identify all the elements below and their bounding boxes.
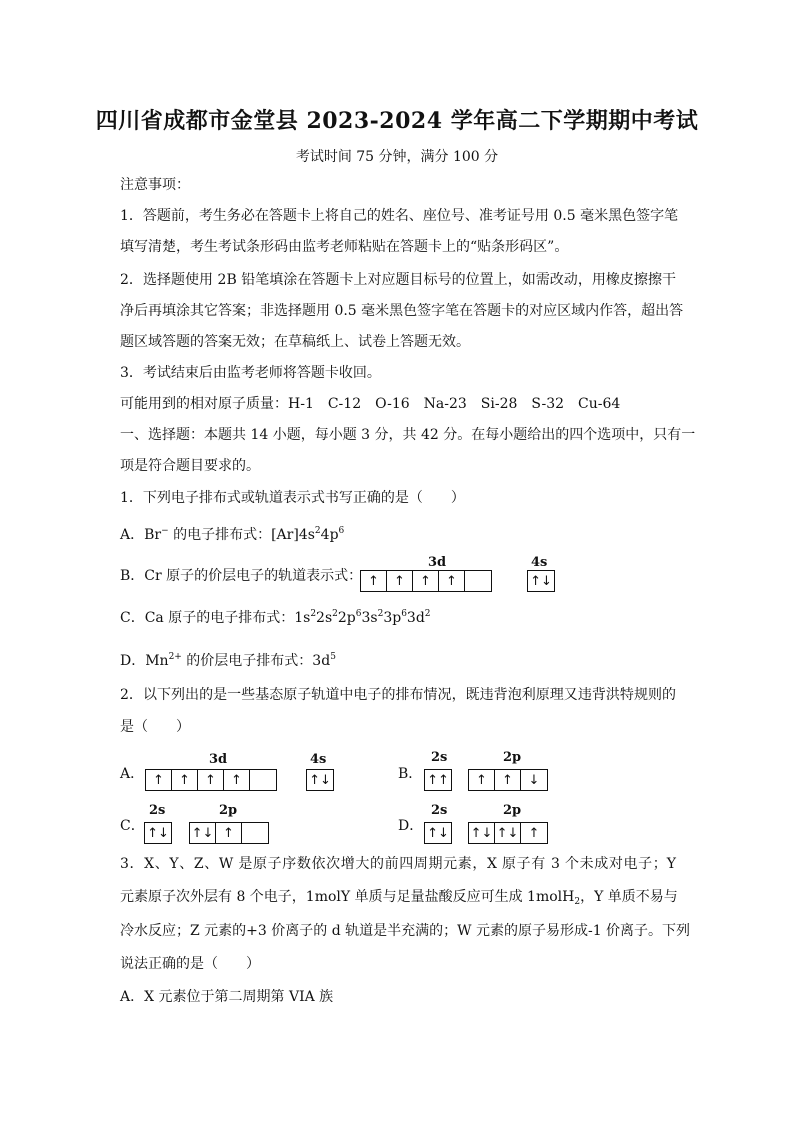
notice-item1-line2: 填写清楚，考生考试条形码由监考老师粘贴在答题卡上的“贴条形码区”。 <box>120 239 569 255</box>
orbital-box <box>465 571 491 591</box>
orbital-box: ↑ <box>387 571 413 591</box>
orbital-box: ↑ <box>413 571 439 591</box>
q2-c-orbital-2p <box>189 822 269 844</box>
q2-a-orbital-4s <box>306 769 334 791</box>
orbital-box <box>242 823 268 843</box>
q2-b-label-2p: 2p <box>503 750 522 765</box>
q2-stem-line2: 是（ ） <box>120 719 190 735</box>
orbital-box: ↑ <box>495 770 521 790</box>
orbital-box: ↑↓ <box>190 823 216 843</box>
q2-stem-line1: 2．以下列出的是一些基态原子轨道中电子的排布情况，既违背泡利原理又违背洪特规则的 <box>120 687 676 703</box>
q3-line3: 冷水反应；Z 元素的+3 价离子的 d 轨道是半充满的；W 元素的原子易形成-1 价离子。下列 <box>120 923 691 939</box>
exam-subtitle: 考试时间 75 分钟，满分 100 分 <box>295 149 499 165</box>
q2-b-orbital-2p <box>468 769 548 791</box>
notice-item3: 3．考试结束后由监考老师将答题卡收回。 <box>120 365 381 381</box>
q2-b-label-2s: 2s <box>431 750 448 765</box>
q2-a-label-4s: 4s <box>310 752 327 767</box>
q2-c-label-2p: 2p <box>219 803 238 818</box>
q2-d-orbital-2s <box>424 822 452 844</box>
orbital-box <box>250 770 276 790</box>
q2-d-orbital-2p <box>468 822 548 844</box>
q2-option-d-letter: D． <box>398 818 424 834</box>
notice-item2-line3: 题区域答题的答案无效；在草稿纸上、试卷上答题无效。 <box>120 334 470 350</box>
orbital-box: ↑ <box>361 571 387 591</box>
orbital-box: ↑ <box>224 770 250 790</box>
q1-option-b: B．Cr 原子的价层电子的轨道表示式： <box>120 568 363 584</box>
q1-b-orbital-4s <box>527 570 555 592</box>
q3-line2: 元素原子次外层有 8 个电子，1molY 单质与足量盐酸反应可生成 1molH$_2$，Y 单质不易与 <box>120 889 678 907</box>
q1-b-label-3d: 3d <box>428 555 447 570</box>
orbital-box: ↑ <box>216 823 242 843</box>
atomic-mass-line: 可能用到的相对原子质量：H-1 C-12 O-16 Na-23 Si-28 S-32 Cu-64 <box>120 396 621 412</box>
q1-option-d: D．$Mn^{2+}$ 的价层电子排布式：$3d^5$ <box>120 652 336 669</box>
notice-heading: 注意事项： <box>120 177 190 193</box>
q2-option-a-letter: A． <box>120 766 145 782</box>
q1-b-label-4s: 4s <box>531 555 548 570</box>
q2-d-label-2s: 2s <box>431 803 448 818</box>
orbital-box: ↑↑ <box>427 772 449 788</box>
orbital-box: ↑ <box>528 825 540 841</box>
notice-item2-line1: 2．选择题使用 2B 铅笔填涂在答题卡上对应题目标号的位置上，如需改动，用橡皮擦擦干 <box>120 272 676 288</box>
orbital-box: ↑↓ <box>469 823 495 843</box>
orbital-box: ↑↓ <box>147 825 169 841</box>
notice-item1-line1: 1．答题前，考生务必在答题卡上将自己的姓名、座位号、准考证号用 0.5 毫米黑色签字笔 <box>120 208 679 224</box>
orbital-box: ↑↓ <box>495 823 521 843</box>
orbital-box: ↑ <box>439 571 465 591</box>
q2-c-label-2s: 2s <box>149 803 166 818</box>
q2-c-orbital-2s <box>144 822 172 844</box>
q2-d-label-2p: 2p <box>503 803 522 818</box>
q1-stem: 1．下列电子排布式或轨道表示式书写正确的是（ ） <box>120 490 465 506</box>
orbital-box: ↑↓ <box>309 772 331 788</box>
notice-item2-line2: 净后再填涂其它答案；非选择题用 0.5 毫米黑色签字笔在答题卡的对应区域内作答，超出答 <box>120 303 684 319</box>
q1-option-c: C．Ca 原子的电子排布式：$1s^22s^22p^63s^23p^63d^2$ <box>120 609 431 626</box>
q2-option-b-letter: B． <box>398 766 423 782</box>
q3-line1: 3．X、Y、Z、W 是原子序数依次增大的前四周期元素，X 原子有 3 个未成对电子；Y <box>120 856 676 872</box>
q3-line4: 说法正确的是（ ） <box>120 956 260 972</box>
orbital-box: ↑ <box>198 770 224 790</box>
q1-b-orbital-3d <box>360 570 492 592</box>
q2-a-orbital-3d <box>145 769 277 791</box>
orbital-box: ↓ <box>528 772 540 788</box>
orbital-box: ↑↓ <box>427 825 449 841</box>
q2-b-orbital-2s <box>424 769 452 791</box>
exam-title: 四川省成都市金堂县 2023-2024 学年高二下学期期中考试 <box>95 108 699 134</box>
q3-option-a: A．X 元素位于第二周期第 VIA 族 <box>120 989 334 1005</box>
q2-option-c-letter: C． <box>120 818 145 834</box>
section1-line1: 一、选择题：本题共 14 小题，每小题 3 分，共 42 分。在每小题给出的四个选项中，只有一 <box>120 427 696 443</box>
q2-a-label-3d: 3d <box>209 752 228 767</box>
orbital-box: ↑↓ <box>530 573 552 589</box>
orbital-box: ↑ <box>172 770 198 790</box>
section1-line2: 项是符合题目要求的。 <box>120 458 260 474</box>
orbital-box: ↑ <box>469 770 495 790</box>
q1-option-a: A．Br− 的电子排布式：$[Ar]4s^24p^6$ <box>120 526 345 543</box>
orbital-box: ↑ <box>146 770 172 790</box>
